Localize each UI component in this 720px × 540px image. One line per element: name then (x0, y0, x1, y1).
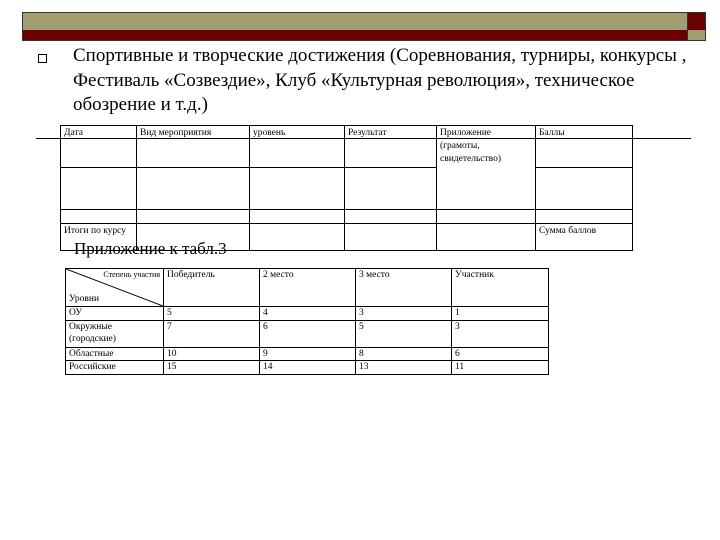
points-table (65, 268, 549, 375)
header-second-place: 2 место (260, 269, 356, 307)
corner-square-khaki (687, 30, 706, 41)
title-bar-khaki (22, 12, 687, 30)
header-date: Дата (61, 126, 137, 168)
cell[interactable] (536, 209, 633, 223)
cell[interactable] (61, 167, 137, 209)
footer-sum-label: Сумма баллов (536, 223, 633, 250)
cell: 5 (356, 320, 452, 347)
cell: 5 (164, 307, 260, 321)
cell[interactable] (137, 209, 250, 223)
cell: 10 (164, 347, 260, 361)
header-points: Баллы (536, 126, 633, 168)
table-header-row (61, 126, 633, 168)
cell: 14 (260, 361, 356, 375)
table-row (66, 361, 549, 375)
table-row (66, 307, 549, 321)
header-attachment: Приложение (грамоты, свидетельство) (437, 126, 536, 168)
cell: 7 (164, 320, 260, 347)
level-label: Окружные (городские) (66, 320, 164, 347)
cell[interactable] (437, 223, 536, 250)
title-bar-red (22, 30, 687, 41)
level-label: Областные (66, 347, 164, 361)
cell: 3 (452, 320, 549, 347)
footer-total-label: Итоги по курсу (61, 223, 137, 250)
table-row (61, 167, 633, 209)
cell[interactable] (536, 167, 633, 209)
header-winner: Победитель (164, 269, 260, 307)
header-third-place: 3 место (356, 269, 452, 307)
corner-top-label: Степень участия (103, 270, 160, 279)
cell[interactable] (345, 209, 437, 223)
table-row (66, 320, 549, 347)
corner-square-red (687, 12, 706, 30)
cell[interactable] (437, 167, 536, 209)
achievements-table (60, 125, 633, 251)
cell: 11 (452, 361, 549, 375)
cell: 6 (452, 347, 549, 361)
level-label: Российские (66, 361, 164, 375)
cell[interactable] (345, 167, 437, 209)
hollow-square-bullet-icon (38, 54, 47, 63)
table-caption: Приложение к табл.3 (74, 239, 227, 258)
cell[interactable] (250, 167, 345, 209)
corner-bottom-label: Уровни (69, 293, 100, 304)
table-row (66, 347, 549, 361)
level-label: ОУ (66, 307, 164, 321)
diagonal-corner-cell (66, 269, 164, 307)
cell[interactable] (250, 223, 345, 250)
cell[interactable] (345, 223, 437, 250)
header-result: Результат (345, 126, 437, 168)
cell: 1 (452, 307, 549, 321)
header-event-type: Вид мероприятия (137, 126, 250, 168)
table-row (61, 209, 633, 223)
cell: 3 (356, 307, 452, 321)
cell[interactable] (61, 209, 137, 223)
cell: 8 (356, 347, 452, 361)
cell[interactable] (437, 209, 536, 223)
header-level: уровень (250, 126, 345, 168)
cell: 4 (260, 307, 356, 321)
table-header-row (66, 269, 549, 307)
cell: 6 (260, 320, 356, 347)
cell[interactable] (137, 167, 250, 209)
bullet-text: Спортивные и творческие достижения (Соревнования, турниры, конкурсы , Фестиваль «Созвездие», Клуб «Культурная революция», техническое обозрение и т.д.) (73, 45, 687, 115)
cell: 9 (260, 347, 356, 361)
header-participant: Участник (452, 269, 549, 307)
cell: 15 (164, 361, 260, 375)
cell: 13 (356, 361, 452, 375)
cell[interactable] (250, 209, 345, 223)
